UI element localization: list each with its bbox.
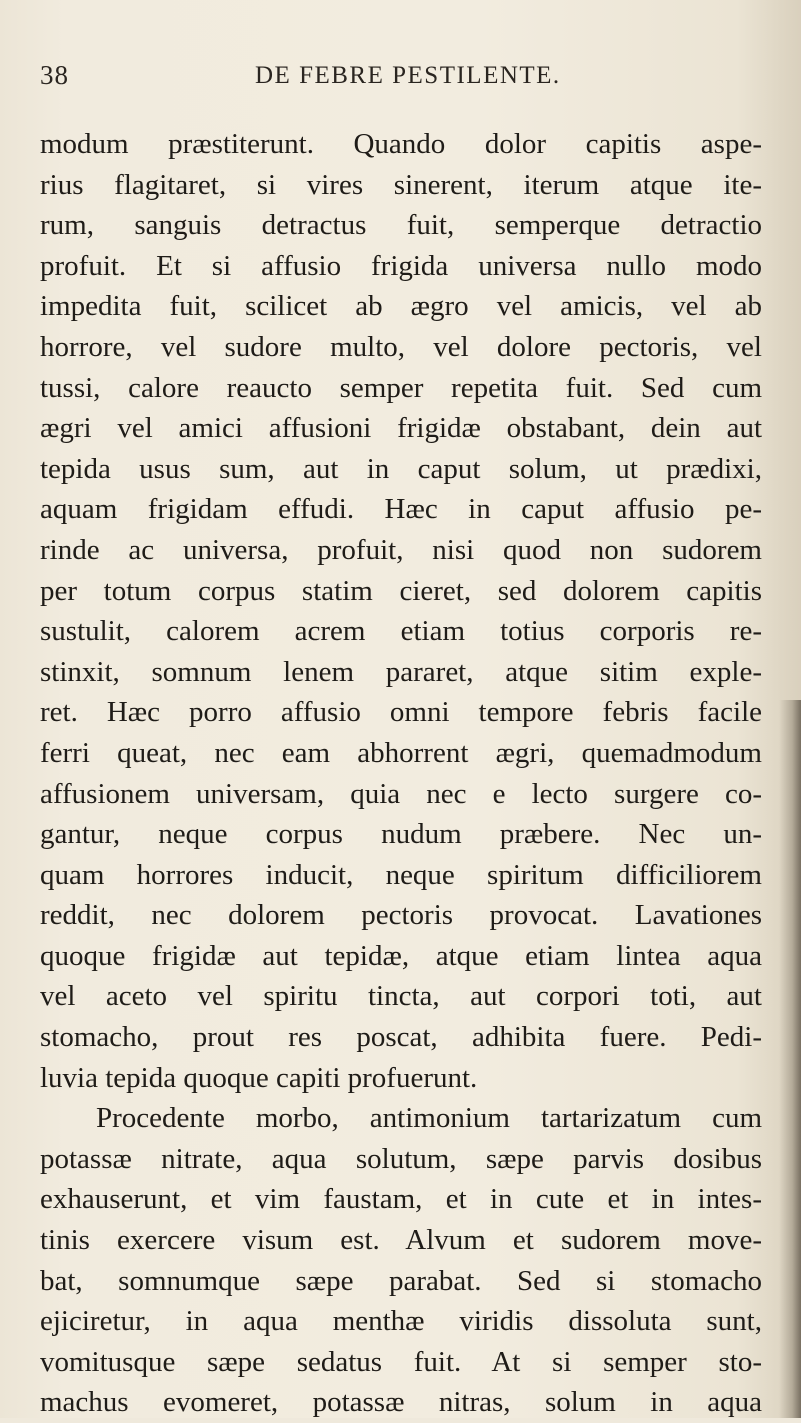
text-line: quoque frigidæ aut tepidæ, atque etiam lintea aqua (40, 939, 762, 972)
text-line: horrore, vel sudore multo, vel dolore pectoris, vel (40, 330, 762, 363)
text-line: aquam frigidam effudi. Hæc in caput affusio pe- (40, 493, 762, 526)
running-title: DE FEBRE PESTILENTE. (255, 62, 561, 89)
text-line: modum præstiterunt. Quando dolor capitis aspe- (40, 128, 762, 160)
text-line: ægri vel amici affusioni frigidæ obstabant, dein aut (40, 412, 762, 445)
text-line: impedita fuit, scilicet ab ægro vel amicis, vel ab (40, 290, 762, 323)
page-edge-shadow (779, 700, 801, 1418)
text-line: rius flagitaret, si vires sinerent, iterum atque ite- (40, 168, 762, 201)
text-line: quam horrores inducit, neque spiritum difficiliorem (40, 858, 762, 891)
body-text (40, 124, 762, 1423)
text-line: stomacho, prout res poscat, adhibita fuere. Pedi- (40, 1021, 762, 1054)
text-line: profuit. Et si affusio frigida universa nullo modo (40, 249, 762, 282)
text-line: ferri queat, nec eam abhorrent ægri, quemadmodum (40, 736, 762, 769)
text-line: vomitusque sæpe sedatus fuit. At si semper sto- (40, 1345, 762, 1378)
text-line: affusionem universam, quia nec e lecto surgere co- (40, 777, 762, 810)
text-line: reddit, nec dolorem pectoris provocat. Lavationes (40, 899, 762, 932)
text-line: rum, sanguis detractus fuit, semperque detractio (40, 209, 762, 242)
text-line: tussi, calore reaucto semper repetita fuit. Sed cum (40, 371, 762, 404)
text-line: gantur, neque corpus nudum præbere. Nec un- (40, 818, 762, 851)
text-line: per totum corpus statim cieret, sed dolorem capitis (40, 574, 762, 607)
text-line: potassæ nitrate, aqua solutum, sæpe parvis dosibus (40, 1142, 762, 1175)
page-header (40, 60, 755, 100)
text-line: stinxit, somnum lenem pararet, atque sitim exple- (40, 655, 762, 688)
text-line: vel aceto vel spiritu tincta, aut corpori toti, aut (40, 980, 762, 1013)
page-number: 38 (40, 60, 69, 90)
text-line: exhauserunt, et vim faustam, et in cute et in intes- (40, 1183, 762, 1216)
text-line: tinis exercere visum est. Alvum et sudorem move- (40, 1224, 762, 1257)
text-line: machus evomeret, potassæ nitras, solum in aqua (40, 1386, 762, 1419)
text-line: ejiciretur, in aqua menthæ viridis dissoluta sunt, (40, 1305, 762, 1338)
text-line-paragraph-end: luvia tepida quoque capiti profuerunt. (40, 1061, 478, 1094)
text-line: bat, somnumque sæpe parabat. Sed si stomacho (40, 1264, 762, 1297)
text-line: tepida usus sum, aut in caput solum, ut prædixi, (40, 452, 762, 485)
text-line: rinde ac universa, profuit, nisi quod non sudorem (40, 533, 762, 566)
text-line-paragraph-start: Procedente morbo, antimonium tartarizatum cum (96, 1102, 762, 1135)
text-line: ret. Hæc porro affusio omni tempore febris facile (40, 696, 762, 729)
text-line: sustulit, calorem acrem etiam totius corporis re- (40, 615, 762, 648)
